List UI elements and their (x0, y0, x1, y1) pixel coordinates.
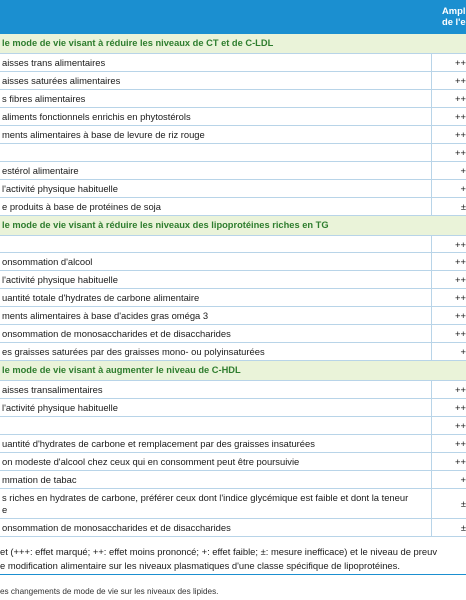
table-row (0, 471, 466, 489)
row-value: ++ (455, 238, 466, 250)
table-row (0, 126, 466, 144)
table-row (0, 417, 466, 435)
row-value: ++ (455, 310, 466, 321)
row-label: es graisses saturées par des graisses mono- ou polyinsaturées (0, 343, 432, 360)
table-row (0, 381, 466, 399)
table-row (0, 198, 466, 216)
section-hdl-title: le mode de vie visant à augmenter le niveau de C-HDL (0, 361, 466, 381)
row-value: ++ (455, 402, 466, 413)
table-row (0, 325, 466, 343)
row-value: + (460, 164, 466, 176)
row-label: on modeste d'alcool chez ceux qui en consomment peut être poursuivie (0, 453, 432, 470)
table-row (0, 453, 466, 471)
row-label: e produits à base de protéines de soja (0, 198, 432, 215)
table-legend (0, 546, 466, 572)
table-row (0, 343, 466, 361)
table-row (0, 162, 466, 180)
row-value: ++ (455, 384, 466, 395)
row-label (0, 417, 432, 434)
row-label: ments alimentaires à base d'acides gras oméga 3 (0, 307, 432, 324)
row-label: aisses transalimentaires (0, 381, 432, 398)
row-label: l'activité physique habituelle (0, 399, 432, 416)
row-value: ± (460, 521, 466, 533)
row-value: ++ (455, 57, 466, 68)
amplitude-header-line2: de l'e (442, 16, 466, 27)
section-tg-title: le mode de vie visant à réduire les niveaux des lipoprotéines riches en TG (0, 216, 466, 236)
table-row (0, 144, 466, 162)
table-row (0, 90, 466, 108)
row-label: estérol alimentaire (0, 162, 432, 179)
table-row (0, 180, 466, 198)
row-label: l'activité physique habituelle (0, 271, 432, 288)
row-label (0, 236, 432, 253)
row-label (0, 144, 432, 161)
row-label: aliments fonctionnels enrichis en phytostérols (0, 108, 432, 125)
row-label: uantité totale d'hydrates de carbone alimentaire (0, 289, 432, 306)
table-row (0, 271, 466, 289)
row-value: ++ (455, 111, 466, 122)
row-value: ++ (455, 256, 466, 267)
section-ldl-title: le mode de vie visant à réduire les niveaux de CT et de C-LDL (0, 34, 466, 54)
table-row (0, 489, 466, 519)
row-value: + (460, 182, 466, 194)
table-row (0, 72, 466, 90)
table-row (0, 54, 466, 72)
table-header (0, 0, 466, 34)
row-value: ++ (455, 93, 466, 104)
row-value: ++ (455, 328, 466, 339)
row-label: uantité d'hydrates de carbone et remplacement par des graisses insaturées (0, 435, 432, 452)
row-label: onsommation d'alcool (0, 253, 432, 270)
row-value: ++ (455, 437, 466, 449)
amplitude-column-header (442, 5, 466, 27)
legend-line-2: e modification alimentaire sur les niveaux plasmatiques d'une classe spécifique de lipoprotéines. (0, 560, 400, 571)
table-row (0, 289, 466, 307)
table-row (0, 236, 466, 254)
row-label: mmation de tabac (0, 471, 432, 488)
footnote: es changements de mode de vie sur les niveaux des lipides. (0, 587, 219, 596)
row-value: ++ (455, 455, 466, 467)
row-value: ++ (455, 129, 466, 140)
legend-divider (0, 574, 466, 575)
row-value: ± (460, 497, 466, 509)
table-row (0, 307, 466, 325)
legend-line-1: et (+++: effet marqué; ++: effet moins prononcé; +: effet faible; ±: mesure inefficace) et le niveau de preuv (0, 546, 438, 557)
row-value: + (460, 473, 466, 485)
row-label: ments alimentaires à base de levure de riz rouge (0, 126, 432, 143)
row-value: ++ (455, 75, 466, 86)
row-label: aisses saturées alimentaires (0, 72, 432, 89)
table-row (0, 399, 466, 417)
row-value: ++ (455, 147, 466, 158)
row-value: ++ (455, 292, 466, 303)
table-row (0, 253, 466, 271)
row-label: aisses trans alimentaires (0, 54, 432, 71)
table-row (0, 108, 466, 126)
row-label: s fibres alimentaires (0, 90, 432, 107)
table-row (0, 519, 466, 537)
row-value: ++ (455, 274, 466, 285)
row-value: + (460, 346, 466, 357)
row-label: l'activité physique habituelle (0, 180, 432, 197)
row-value: ++ (455, 420, 466, 431)
row-label: s riches en hydrates de carbone, préférer ceux dont l'indice glycémique est faible et dont la teneur e (0, 489, 432, 518)
table-row (0, 435, 466, 453)
row-value: ± (460, 200, 466, 212)
amplitude-header-line1: Ampl (442, 5, 466, 16)
row-label: onsommation de monosaccharides et de disaccharides (0, 325, 432, 342)
row-label: onsommation de monosaccharides et de disaccharides (0, 519, 432, 536)
